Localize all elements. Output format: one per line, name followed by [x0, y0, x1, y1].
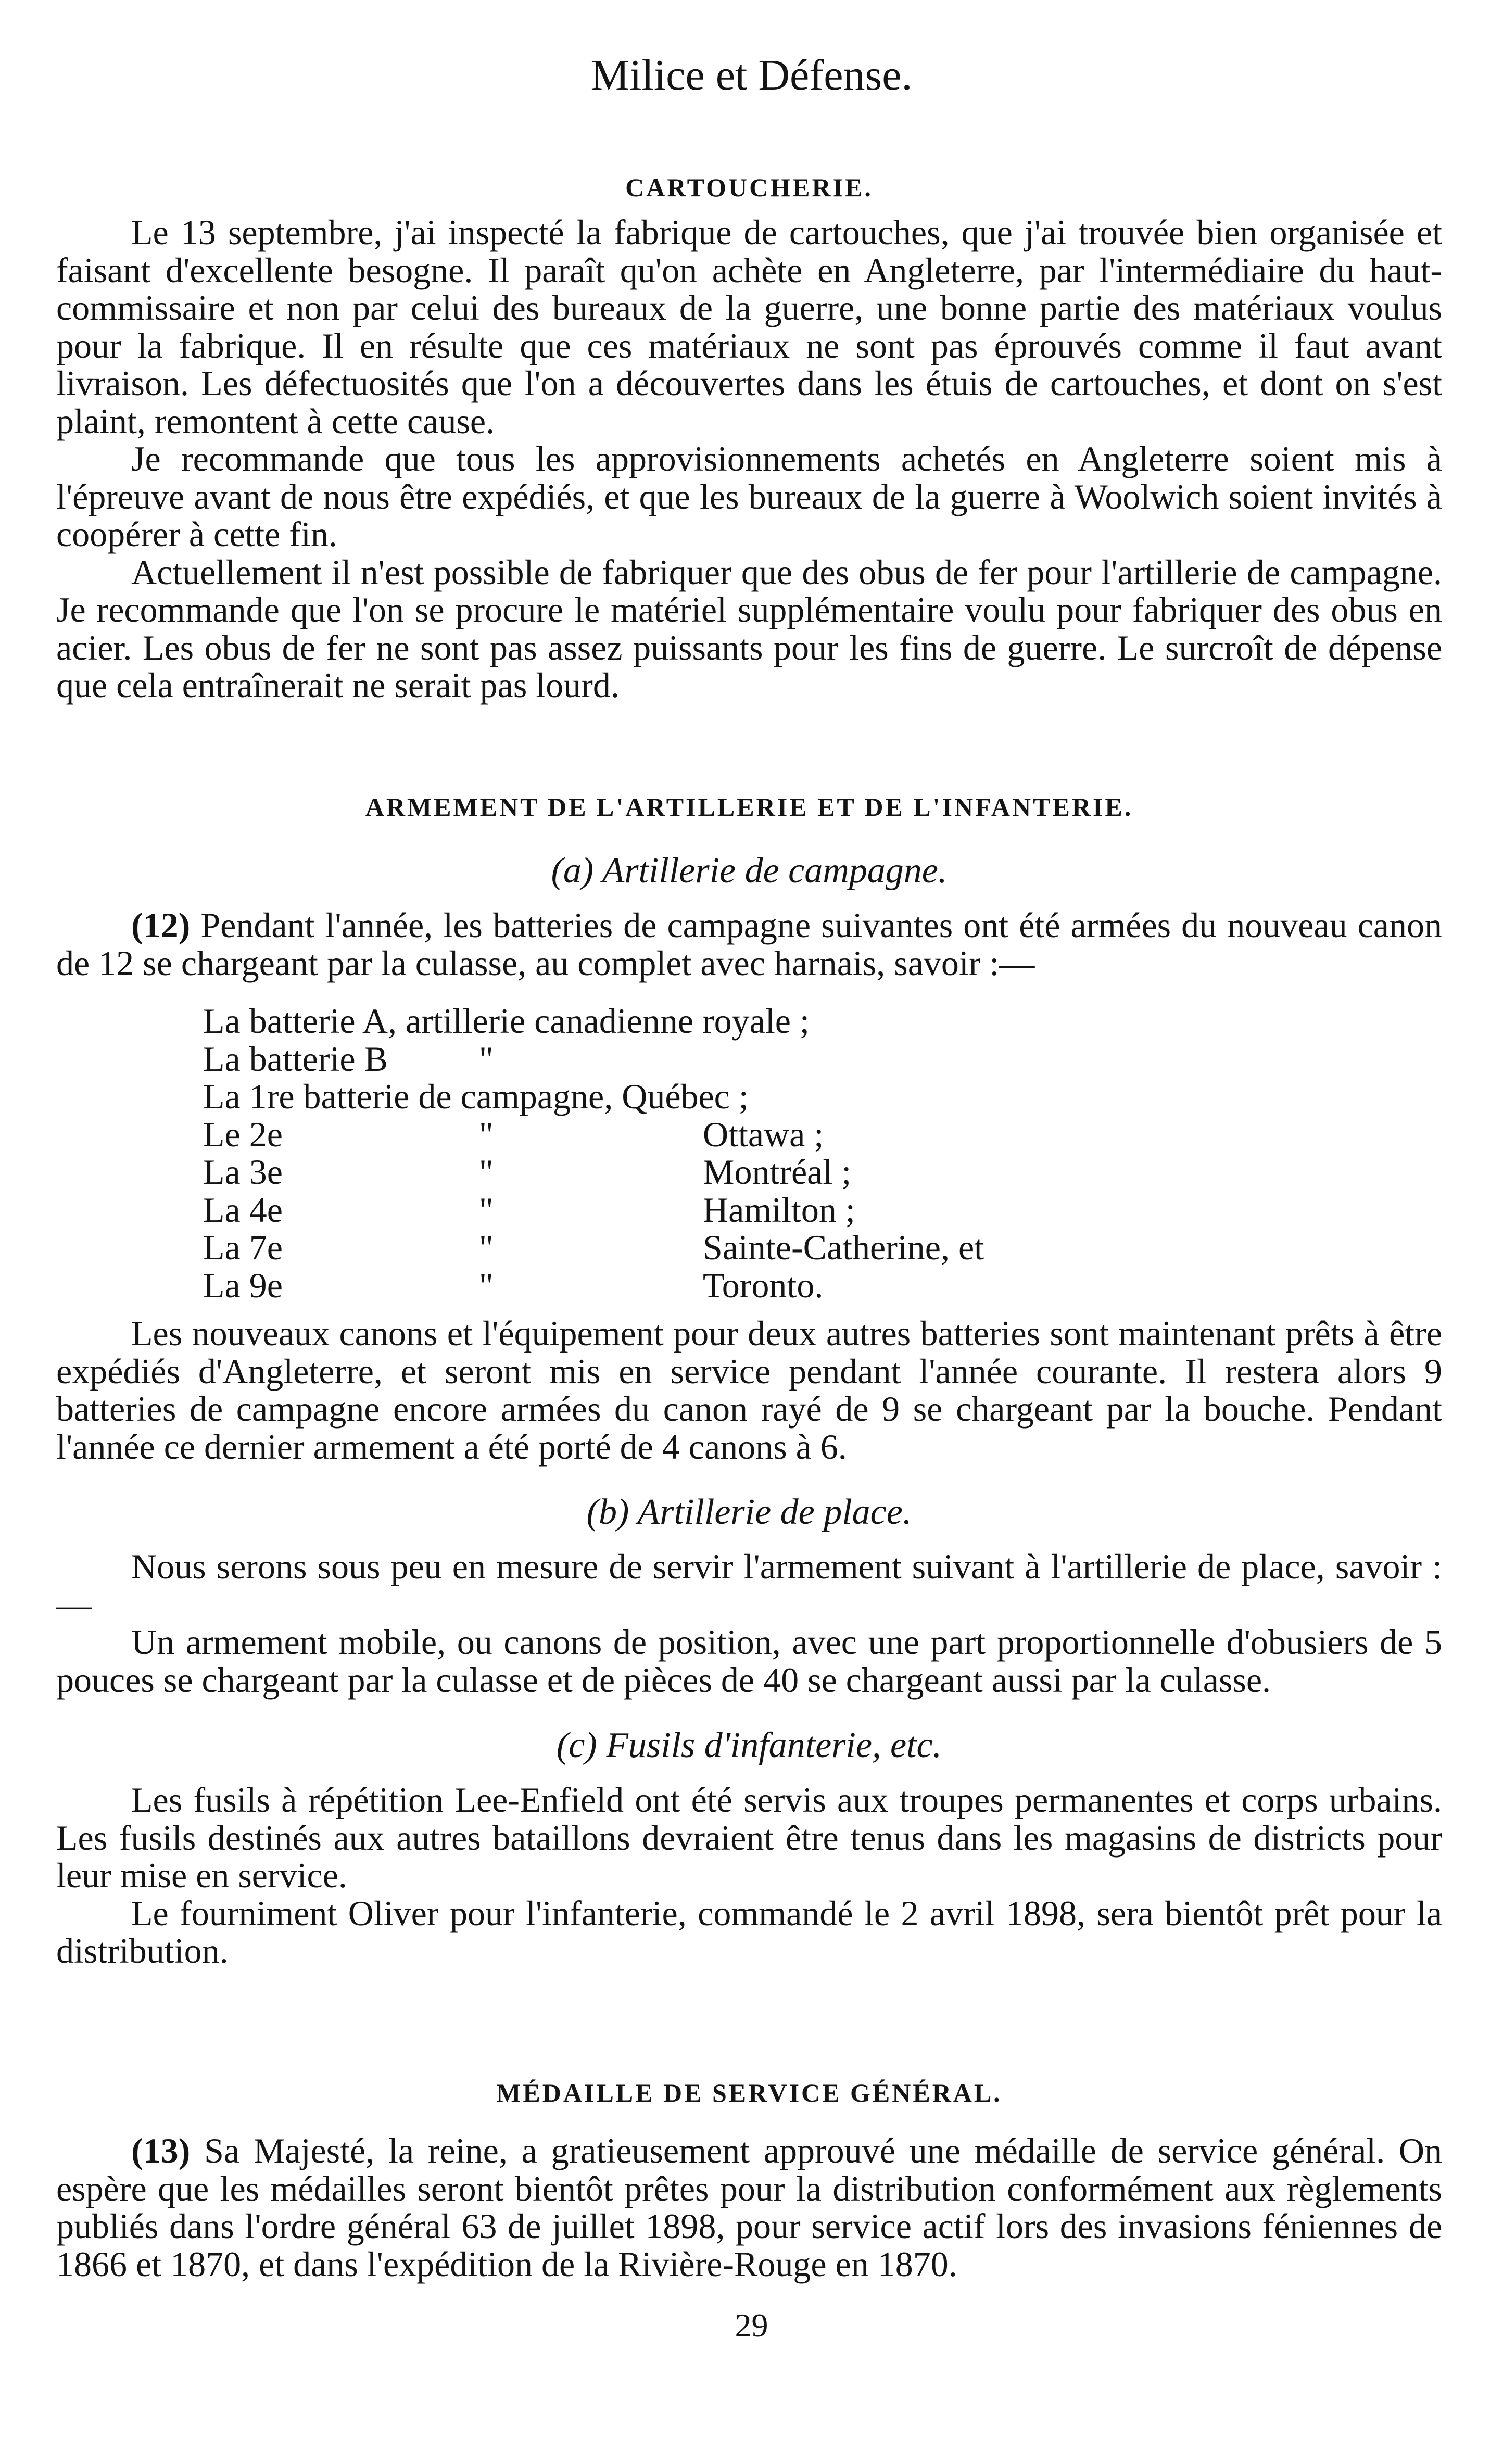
subheading-b: [56, 1492, 1442, 1533]
paragraph-number: (12): [131, 905, 191, 945]
list-item: La 1re batterie de campagne, Québec ;: [203, 1077, 749, 1116]
list-item: La batterie A, artillerie canadienne royale ;: [203, 1001, 810, 1041]
paragraph: Les nouveaux canons et l'équipement pour deux autres batteries sont maintenant prêts à être expédiés d'Angleterre, et seront mis en service pendant l'année courante. Il restera alors 9 batteries de campagne encore armées du canon rayé de 9 se chargeant par la bouche. Pendant l'année ce dernier armement a été porté de 4 canons à 6.: [56, 1313, 1442, 1467]
paragraph-text: Pendant l'année, les batteries de campagne suivantes ont été armées du nouveau canon de 12 se chargeant par la culasse, au complet avec harnais, savoir :—: [56, 905, 1442, 983]
list-item: Le 2e " Ottawa ;: [203, 1114, 824, 1154]
section-cartoucherie: [56, 169, 1442, 704]
paragraph: Nous serons sous peu en mesure de servir l'armement suivant à l'artillerie de place, savoir :—: [56, 1547, 1442, 1624]
list-item: La 9e " Toronto.: [203, 1265, 824, 1305]
paragraph-number: (13): [131, 2131, 191, 2170]
subheading-letter: (b): [586, 1492, 629, 1532]
paragraph-13: [56, 2132, 1442, 2283]
paragraph: Un armement mobile, ou canons de position, avec une part proportionnelle d'obusiers de 5 pouces se chargeant par la culasse et de pièces de 40 se chargeant aussi par la culasse.: [56, 1622, 1442, 1700]
paragraph: Le fourniment Oliver pour l'infanterie, commandé le 2 avril 1898, sera bientôt prêt pour la distribution.: [56, 1893, 1442, 1970]
running-head: Milice et Défense.: [590, 51, 913, 99]
list-item: La 3e " Montréal ;: [203, 1152, 852, 1192]
list-item: La 4e " Hamilton ;: [203, 1190, 855, 1230]
subheading-title: Artillerie de place.: [637, 1492, 912, 1532]
paragraph: Les fusils à répétition Lee-Enfield ont été servis aux troupes permanentes et corps urbains. Les fusils destinés aux autres bataillons devraient être tenus dans les magasins de districts pour leur mise en service.: [56, 1780, 1442, 1895]
list-item: La batterie B ": [203, 1039, 494, 1079]
section-heading: ARMEMENT DE L'ARTILLERIE ET DE L'INFANTERIE.: [365, 792, 1133, 822]
subheading-a: [56, 850, 1442, 892]
subheading-letter: (c): [556, 1725, 597, 1765]
paragraph: Je recommande que tous les approvisionnements achetés en Angleterre soient mis à l'épreuve avant de nous être expédiés, et que les bureaux de la guerre à Woolwich soient invités à coopérer à cette fin.: [56, 439, 1442, 554]
section-armement-cont: [56, 1315, 1442, 1970]
section-medaille: [56, 2075, 1442, 2283]
subheading-letter: (a): [551, 851, 594, 891]
section-heading: MÉDAILLE DE SERVICE GÉNÉRAL.: [496, 2078, 1002, 2107]
page-number: 29: [735, 2307, 768, 2344]
section-armement: [56, 789, 1442, 982]
subheading-title: Fusils d'infanterie, etc.: [606, 1725, 942, 1765]
list-item: La 7e " Sainte-Catherine, et: [203, 1228, 984, 1267]
battery-list: [203, 1002, 1348, 1304]
subheading-c: [56, 1725, 1442, 1766]
paragraph-text: Sa Majesté, la reine, a gratieusement approuvé une médaille de service général. On espère que les médailles seront bientôt prêtes pour la distribution conformément aux règlements publiés dans l'ordre général 63 de juillet 1898, pour service actif lors des invasions féniennes de 1866 et 1870, et dans l'expédition de la Rivière-Rouge en 1870.: [56, 2131, 1442, 2284]
subheading-title: Artillerie de campagne.: [602, 851, 948, 891]
paragraph-12: [56, 906, 1442, 982]
section-heading: CARTOUCHERIE.: [625, 173, 873, 202]
paragraph: Le 13 septembre, j'ai inspecté la fabrique de cartouches, que j'ai trouvée bien organisée et faisant d'excellente besogne. Il paraît qu'on achète en Angleterre, par l'intermédiaire du haut-commissaire et non par celui des bureaux de la guerre, une bonne partie des matériaux voulus pour la fabrique. Il en résulte que ces matériaux ne sont pas éprouvés comme il faut avant livraison. Les défectuosités que l'on a découvertes dans les étuis de cartouches, et dont on s'est plaint, remontent à cette cause.: [56, 212, 1442, 441]
paragraph: Actuellement il n'est possible de fabriquer que des obus de fer pour l'artillerie de campagne. Je recommande que l'on se procure le matériel supplémentaire voulu pour fabriquer des obus en acier. Les obus de fer ne sont pas assez puissants pour les fins de guerre. Le surcroît de dépense que cela entraînerait ne serait pas lourd.: [56, 552, 1442, 705]
